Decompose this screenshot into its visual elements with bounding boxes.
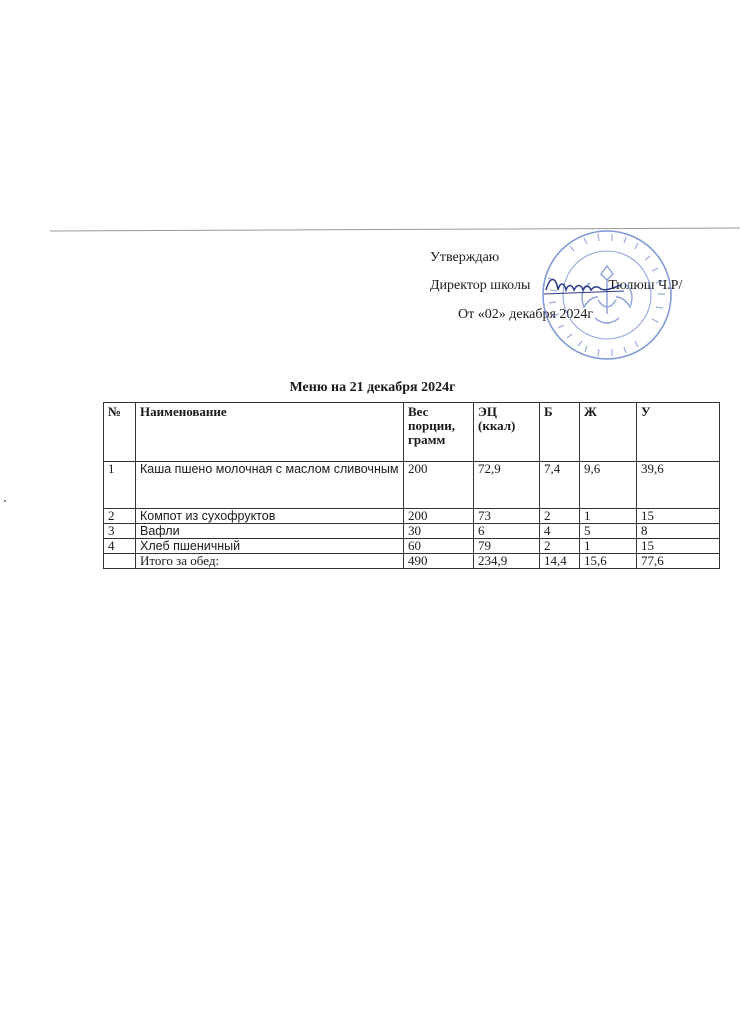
dish-name: Хлеб пшеничный	[136, 539, 404, 554]
total-label: Итого за обед:	[136, 554, 404, 569]
approve-word: Утверждаю	[430, 250, 500, 265]
date-line: От «02» декабря 2024г	[458, 307, 594, 322]
col-header-kcal: ЭЦ (ккал)	[474, 403, 540, 462]
total-number-cell	[104, 554, 136, 569]
total-row	[104, 554, 720, 569]
dish-carbs: 8	[637, 524, 720, 539]
total-fat: 15,6	[580, 554, 637, 569]
col-header-weight: Вес порции, грамм	[404, 403, 474, 462]
col-header-carbs: У	[637, 403, 720, 462]
table-row	[104, 462, 720, 509]
director-signature	[540, 272, 630, 298]
col-header-protein: Б	[540, 403, 580, 462]
dish-fat: 9,6	[580, 462, 637, 509]
director-name: Тюлюш Ч.Р/	[608, 278, 683, 293]
dish-kcal: 6	[474, 524, 540, 539]
total-kcal: 234,9	[474, 554, 540, 569]
dish-kcal: 73	[474, 509, 540, 524]
col-header-number: №	[104, 403, 136, 462]
total-protein: 14,4	[540, 554, 580, 569]
dish-protein: 7,4	[540, 462, 580, 509]
total-weight: 490	[404, 554, 474, 569]
row-number: 4	[104, 539, 136, 554]
dish-protein: 2	[540, 509, 580, 524]
dish-fat: 5	[580, 524, 637, 539]
col-header-fat: Ж	[580, 403, 637, 462]
dish-protein: 4	[540, 524, 580, 539]
dish-fat: 1	[580, 539, 637, 554]
row-number: 3	[104, 524, 136, 539]
dish-carbs: 39,6	[637, 462, 720, 509]
dish-protein: 2	[540, 539, 580, 554]
dish-weight: 200	[404, 509, 474, 524]
col-header-name: Наименование	[136, 403, 404, 462]
table-header-row	[104, 403, 720, 462]
menu-table	[103, 402, 720, 569]
dish-weight: 30	[404, 524, 474, 539]
total-carbs: 77,6	[637, 554, 720, 569]
dish-name: Вафли	[136, 524, 404, 539]
row-number: 2	[104, 509, 136, 524]
dish-name: Каша пшено молочная с маслом сливочным	[136, 462, 404, 509]
director-label: Директор школы	[430, 278, 531, 293]
menu-title: Меню на 21 декабря 2024г	[289, 380, 456, 395]
dish-name: Компот из сухофруктов	[136, 509, 404, 524]
dish-carbs: 15	[637, 509, 720, 524]
dish-fat: 1	[580, 509, 637, 524]
dish-weight: 200	[404, 462, 474, 509]
dish-kcal: 79	[474, 539, 540, 554]
table-row	[104, 539, 720, 554]
dish-weight: 60	[404, 539, 474, 554]
table-row	[104, 524, 720, 539]
scan-speck	[4, 500, 6, 502]
dish-kcal: 72,9	[474, 462, 540, 509]
dish-carbs: 15	[637, 539, 720, 554]
table-row	[104, 509, 720, 524]
row-number: 1	[104, 462, 136, 509]
